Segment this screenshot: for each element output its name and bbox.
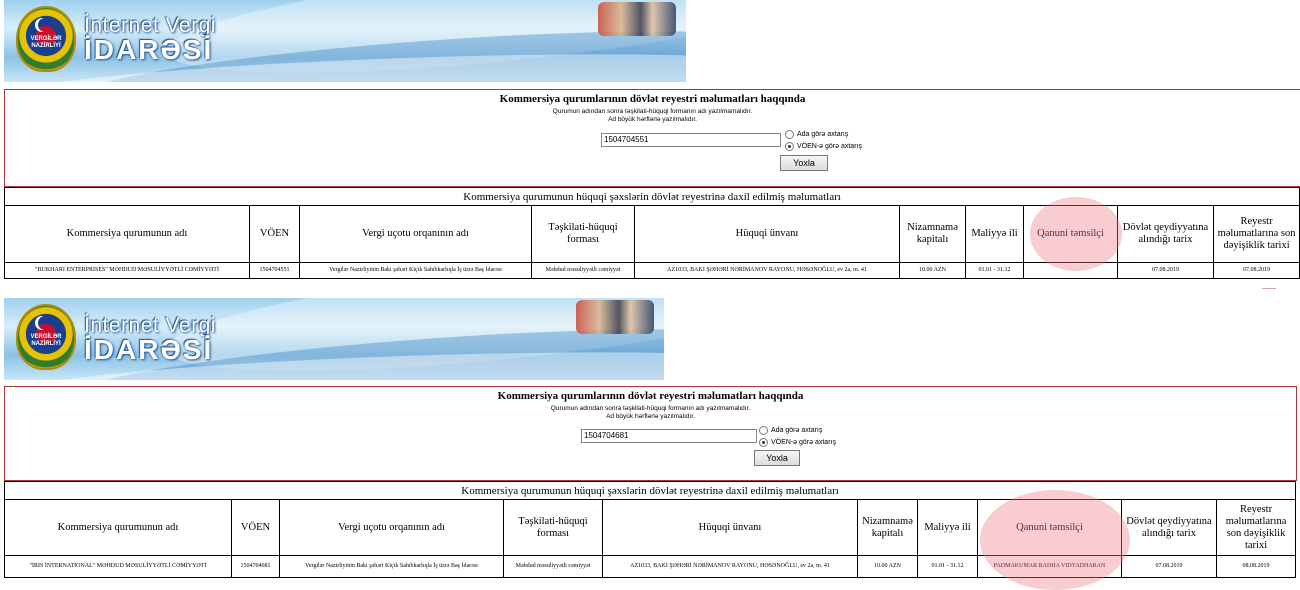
table-caption: Kommersiya qurumunun hüquqi şəxslərin dövlət reyestrinə daxil edilmiş məlumatları <box>5 482 1296 500</box>
col-header: Dövlət qeydiyyatına alındığı tarix <box>1118 206 1214 263</box>
col-header: VÖEN <box>250 206 300 263</box>
radio-label: Ada görə axtarış <box>771 427 823 434</box>
radio-label: VÖEN-ə görə axtarış <box>797 143 862 150</box>
search-panel-2 <box>4 386 1297 481</box>
radio-button[interactable] <box>785 142 794 151</box>
search-input[interactable]: 1504704681 <box>581 429 757 443</box>
table-caption: Kommersiya qurumunun hüquqi şəxslərin dövlət reyestrinə daxil edilmiş məlumatları <box>5 188 1300 206</box>
table-cell: Məhdud məsuliyyətli cəmiyyət <box>504 556 603 578</box>
col-header: Qanuni təmsilçi <box>1024 206 1118 263</box>
highlight-line <box>1262 288 1276 289</box>
results-table-1 <box>4 187 1300 279</box>
table-cell: Vergilər Nazirliyinin Bakı şəhəri Kiçik Sahibkarlıqla İş üzrə Baş İdarəsi <box>300 263 532 279</box>
col-header: Kommersiya qurumunun adı <box>5 206 250 263</box>
radio-search-by-name[interactable] <box>759 426 822 435</box>
site-banner-top <box>4 0 686 82</box>
table-cell: 1504704681 <box>232 556 280 578</box>
col-header: Təşkilati-hüquqi forması <box>532 206 635 263</box>
table-cell: 01.01 - 31.12 <box>918 556 978 578</box>
table-cell: PADMAKUMAR RADHA VIDYADHARAN <box>978 556 1122 578</box>
col-header: Reyestr məlumatlarına son dəyişiklik tarixi <box>1217 500 1296 556</box>
radio-button[interactable] <box>759 438 768 447</box>
ministry-emblem-icon: VERGİLƏR NAZİRLİYİ <box>18 306 74 368</box>
radio-label: Ada görə axtarış <box>797 131 849 138</box>
table-cell: "BUKHARI ENTERPRISES" MƏHDUD MƏSULİYYƏTLİ CƏMİYYƏTİ <box>5 263 250 279</box>
col-header: Hüquqi ünvanı <box>603 500 858 556</box>
ministry-emblem-icon: VERGİLƏR NAZİRLİYİ <box>18 8 74 70</box>
results-table-2 <box>4 481 1296 578</box>
col-header: Qanuni təmsilçi <box>978 500 1122 556</box>
col-header: Hüquqi ünvanı <box>635 206 900 263</box>
search-input[interactable]: 1504704551 <box>601 133 781 147</box>
col-header: Dövlət qeydiyyatına alındığı tarix <box>1122 500 1217 556</box>
search-panel-1 <box>4 89 1300 187</box>
officials-photo <box>598 2 676 36</box>
table-cell: 10.00 AZN <box>858 556 918 578</box>
radio-search-by-voen[interactable] <box>759 438 836 447</box>
col-header: Kommersiya qurumunun adı <box>5 500 232 556</box>
col-header: VÖEN <box>232 500 280 556</box>
panel-note: Ad böyük hərflərlə yazılmalıdır. <box>606 413 695 420</box>
panel-title: Kommersiya qurumlarının dövlət reyestri məlumatları haqqında <box>497 390 804 402</box>
table-cell: AZ1033, BAKI ŞƏHƏRİ NƏRİMANOV RAYONU, HƏSƏNOĞLU, ev 2a, m. 41 <box>603 556 858 578</box>
radio-button[interactable] <box>785 130 794 139</box>
radio-label: VÖEN-ə görə axtarış <box>771 439 836 446</box>
check-button[interactable]: Yoxla <box>780 155 828 171</box>
table-cell: 07.08.2019 <box>1118 263 1214 279</box>
table-cell: Məhdud məsuliyyətli cəmiyyət <box>532 263 635 279</box>
table-row <box>5 556 1296 578</box>
radio-button[interactable] <box>759 426 768 435</box>
brand-line1: İnternet Vergi <box>84 14 216 37</box>
brand-line2: İDARƏSİ <box>84 334 214 365</box>
panel-note: Qurumun adından sonra təşkilati-hüquqi formanın adı yazılmamalıdır. <box>550 405 751 412</box>
table-cell: 1504704551 <box>250 263 300 279</box>
table-cell: 07.08.2019 <box>1122 556 1217 578</box>
radio-search-by-voen[interactable] <box>785 142 862 151</box>
col-header: Vergi uçotu orqanının adı <box>280 500 504 556</box>
radio-search-by-name[interactable] <box>785 130 848 139</box>
col-header: Reyestr məlumatlarına son dəyişiklik tarixi <box>1214 206 1300 263</box>
table-cell <box>1024 263 1118 279</box>
check-button[interactable]: Yoxla <box>754 450 800 466</box>
table-cell: 01.01 - 31.12 <box>966 263 1024 279</box>
panel-title: Kommersiya qurumlarının dövlət reyestri məlumatları haqqında <box>499 93 806 105</box>
table-cell: Vergilər Nazirliyinin Bakı şəhəri Kiçik Sahibkarlıqla İş üzrə Baş İdarəsi <box>280 556 504 578</box>
table-cell: AZ1033, BAKI ŞƏHƏRİ NƏRİMANOV RAYONU, HƏSƏNOĞLU, ev 2a, m. 41 <box>635 263 900 279</box>
table-row <box>5 263 1300 279</box>
officials-photo <box>576 300 654 334</box>
col-header: Nizamnamə kapitalı <box>858 500 918 556</box>
site-banner-bottom <box>4 298 664 380</box>
table-cell: 08.08.2019 <box>1217 556 1296 578</box>
table-cell: "İRIS İNTERNATİONAL" MƏHDUD MƏSULİYYƏTLİ CƏMİYYƏTİ <box>5 556 232 578</box>
brand-line2: İDARƏSİ <box>84 34 214 65</box>
brand-line1: İnternet Vergi <box>84 314 216 337</box>
col-header: Təşkilati-hüquqi forması <box>504 500 603 556</box>
col-header: Nizamnamə kapitalı <box>900 206 966 263</box>
col-header: Vergi uçotu orqanının adı <box>300 206 532 263</box>
panel-note: Ad böyük hərflərlə yazılmalıdır. <box>608 116 697 123</box>
table-cell: 07.08.2019 <box>1214 263 1300 279</box>
col-header: Maliyyə ili <box>966 206 1024 263</box>
col-header: Maliyyə ili <box>918 500 978 556</box>
table-cell: 10.00 AZN <box>900 263 966 279</box>
panel-note: Qurumun adından sonra təşkilati-hüquqi formanın adı yazılmamalıdır. <box>552 108 753 115</box>
